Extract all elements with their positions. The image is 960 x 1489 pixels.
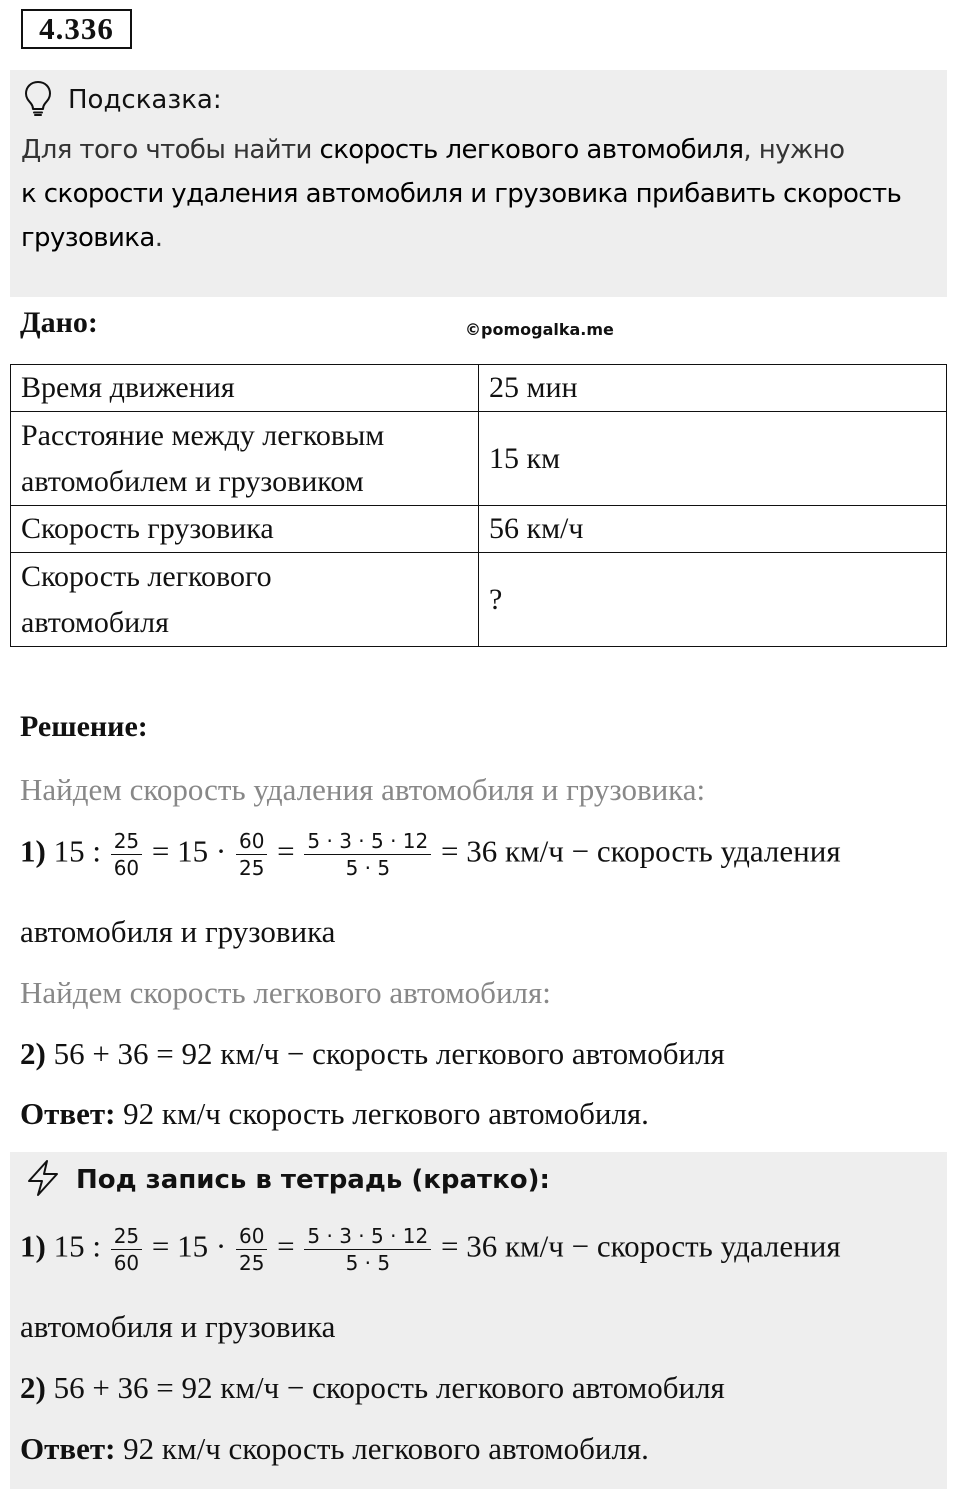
notebook-step2-equation: 2) 56 + 36 = 92 км/ч − скорость легкового автомобиля [20,1370,725,1405]
step1-equation: 1) 15 : $\frac{25}{60}$ = 15 · $\frac{60}{25}$ = $\frac{5 \cdot 3 \cdot 5 \cdot 12}{5 \cdot 5}$ = 36 км/ч − скорость удаления [20,829,841,880]
step1-intro: Найдем скорость удаления автомобиля и грузовика: [20,772,706,807]
answer-line: Ответ: 92 км/ч скорость легкового автомобиля. [20,1096,649,1131]
given-name-cell: Скорость грузовика [11,506,479,553]
notebook-step1-continuation: автомобиля и грузовика [20,1309,336,1344]
given-table [10,364,947,647]
notebook-header [24,1162,550,1198]
given-value-cell: ? [479,553,947,647]
given-value-cell: 15 км [479,412,947,506]
hint-title: Подсказка: [68,85,222,115]
notebook-title: Под запись в тетрадь (кратко): [76,1165,550,1195]
step2-intro: Найдем скорость легкового автомобиля: [20,975,551,1010]
fraction: $\frac{25}{60}$ [111,828,142,881]
table-row [11,553,947,647]
step2-equation: 2) 56 + 36 = 92 км/ч − скорость легкового автомобиля [20,1036,725,1071]
lightning-icon [24,1159,62,1202]
given-name-cell: Расстояние между легковым автомобилем и грузовиком [11,412,479,506]
fraction: $\frac{60}{25}$ [236,828,267,881]
given-value-cell: 25 мин [479,365,947,412]
table-row [11,365,947,412]
fraction: $\frac{25}{60}$ [111,1223,142,1276]
fraction: $\frac{60}{25}$ [236,1223,267,1276]
notebook-step1-equation: 1) 15 : $\frac{25}{60}$ = 15 · $\frac{60}{25}$ = $\frac{5 \cdot 3 \cdot 5 \cdot 12}{5 \cdot 5}$ = 36 км/ч − скорость удаления [20,1224,841,1275]
hint-emphasis-1: скорость легкового автомобиля [319,135,744,165]
step1-continuation: автомобиля и грузовика [20,914,336,949]
hint-emphasis-2: к скорости удаления автомобиля и грузовика прибавить скорость грузовика [21,179,902,253]
fraction: $\frac{5 \cdot 3 \cdot 5 \cdot 12}{5 \cdot 5}$ [304,1223,431,1276]
given-name-cell: Скорость легкового автомобиля [11,553,479,647]
given-value-cell: 56 км/ч [479,506,947,553]
notebook-answer-line: Ответ: 92 км/ч скорость легкового автомобиля. [20,1431,649,1466]
hint-box [10,70,947,297]
solution-label: Решение: [20,710,148,743]
lightbulb-icon [22,80,54,121]
hint-text: Для того чтобы найти скорость легкового автомобиля, нужно к скорости удаления автомобиля и грузовика прибавить скорость грузовика. [21,135,902,253]
watermark: ©pomogalka.me [465,320,614,339]
table-row [11,506,947,553]
given-name-cell: Время движения [11,365,479,412]
fraction: $\frac{5 \cdot 3 \cdot 5 \cdot 12}{5 \cdot 5}$ [304,828,431,881]
hint-header [22,82,222,118]
given-label: Дано: [20,306,98,339]
table-row [11,412,947,506]
problem-number: 4.336 [21,9,132,49]
